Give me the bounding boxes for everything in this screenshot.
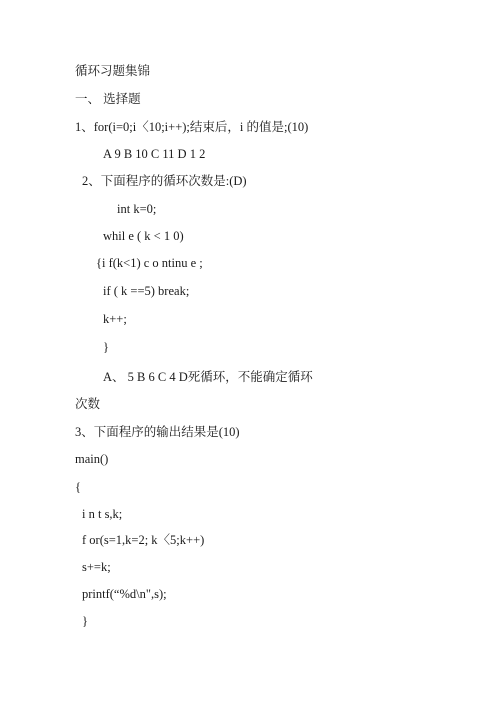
question-1-options: A 9 B 10 C 11 D 1 2 — [103, 147, 206, 161]
document-title: 循环习题集锦 — [75, 64, 151, 78]
code-line: { — [75, 480, 81, 494]
question-2-options-continued: 次数 — [75, 397, 101, 411]
code-line: whil e ( k < 1 0) — [103, 229, 184, 243]
code-line: k++; — [103, 312, 127, 326]
question-2-options: A、 5 B 6 C 4 D死循环，不能确定循环 — [103, 370, 313, 384]
question-2-text: 2、下面程序的循环次数是:(D) — [82, 174, 247, 188]
code-line: if ( k ==5) break; — [103, 284, 190, 298]
code-line: i n t s,k; — [82, 507, 123, 521]
code-line: f or(s=1,k=2; k〈5;k++) — [82, 533, 205, 547]
question-3-text: 3、下面程序的输出结果是(10) — [75, 425, 240, 439]
code-line: {i f(k<1) c o ntinu e ; — [96, 256, 203, 270]
section-heading: 一、 选择题 — [75, 92, 141, 106]
question-1-text: 1、for(i=0;i〈10;i++);结束后，i 的值是;(10) — [75, 120, 309, 134]
code-line: int k=0; — [117, 202, 157, 216]
code-line: main() — [75, 452, 109, 466]
code-line: s+=k; — [82, 560, 111, 574]
code-line: printf(“%d\n",s); — [82, 587, 167, 601]
code-line: } — [82, 614, 88, 628]
code-line: } — [103, 340, 109, 354]
